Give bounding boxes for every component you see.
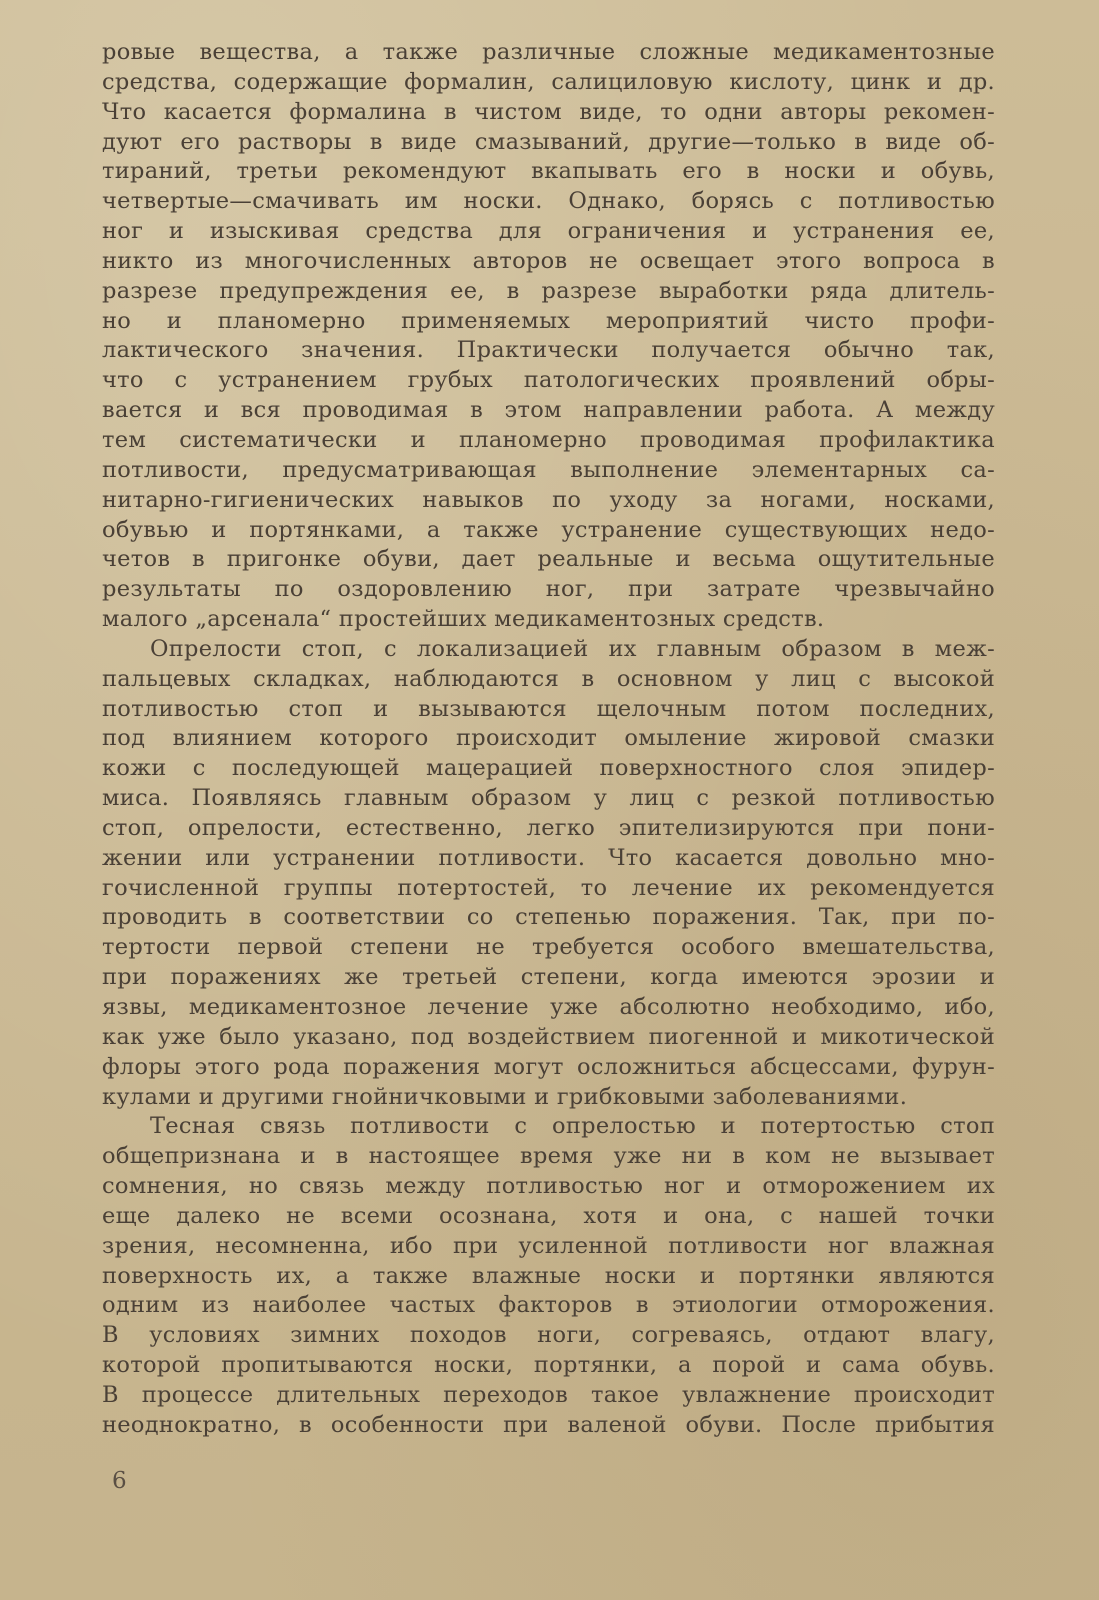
text-line: тем систематически и планомерно проводимая профилактика: [102, 426, 995, 453]
text-line: еще далеко не всеми осознана, хотя и она, с нашей точки: [102, 1202, 995, 1229]
text-line: миса. Появляясь главным образом у лиц с резкой потливостью: [102, 785, 995, 812]
text-line: кожи с последующей мацерацией поверхностного слоя эпидер-: [102, 755, 995, 782]
paragraph-last-line: малого „арсенала“ простейших медикаментозных средств.: [102, 606, 825, 633]
paragraph-first-line: Тесная связь потливости с опрелостью и потертостью стоп: [150, 1113, 995, 1140]
text-line: зрения, несомненна, ибо при усиленной потливости ног влажная: [102, 1232, 995, 1259]
text-line: флоры этого рода поражения могут осложниться абсцессами, фурун-: [102, 1053, 995, 1080]
text-line: четвертые—смачивать им носки. Однако, борясь с потливостью: [102, 188, 995, 215]
text-line: тираний, третьи рекомендуют вкапывать его в носки и обувь,: [102, 158, 995, 185]
text-line: что с устранением грубых патологических проявлений обры-: [102, 367, 995, 394]
body-text: [102, 38, 995, 1441]
text-line: нитарно-гигиенических навыков по уходу за ногами, носками,: [102, 486, 995, 513]
text-line: В процессе длительных переходов такое увлажнение происходит: [102, 1381, 995, 1408]
text-line: обувью и портянками, а также устранение существующих недо-: [102, 516, 995, 543]
paragraph-first-line: Опрелости стоп, с локализацией их главным образом в меж-: [150, 635, 995, 662]
text-line: жении или устранении потливости. Что касается довольно мно-: [102, 844, 995, 871]
text-line: проводить в соответствии со степенью поражения. Так, при по-: [102, 904, 995, 931]
text-line: под влиянием которого происходит омыление жировой смазки: [102, 725, 995, 752]
text-line: средства, содержащие формалин, салициловую кислоту, цинк и др.: [102, 68, 995, 95]
text-line: ног и изыскивая средства для ограничения и устранения ее,: [102, 218, 995, 245]
page-number: 6: [112, 1468, 127, 1494]
text-line: общепризнана и в настоящее время уже ни в ком не вызывает: [102, 1143, 995, 1170]
text-line: никто из многочисленных авторов не освещает этого вопроса в: [102, 247, 995, 274]
text-line: как уже было указано, под воздействием пиогенной и микотической: [102, 1023, 995, 1050]
paragraph-last-line: кулами и другими гнойничковыми и грибковыми заболеваниями.: [102, 1083, 908, 1110]
text-line: сомнения, но связь между потливостью ног и отморожением их: [102, 1173, 995, 1200]
text-line: язвы, медикаментозное лечение уже абсолютно необходимо, ибо,: [102, 994, 995, 1020]
text-line: гочисленной группы потертостей, то лечение их рекомендуется: [102, 874, 995, 901]
text-line: потливости, предусматривающая выполнение элементарных са-: [102, 456, 995, 483]
text-line: ровые вещества, а также различные сложные медикаментозные: [102, 39, 995, 65]
text-line: одним из наиболее частых факторов в этиологии отморожения.: [102, 1292, 995, 1319]
text-line: потливостью стоп и вызываются щелочным потом последних,: [102, 695, 995, 722]
text-line: тертости первой степени не требуется особого вмешательства,: [102, 934, 995, 961]
text-line: разрезе предупреждения ее, в разрезе выработки ряда длитель-: [102, 277, 995, 304]
text-line: вается и вся проводимая в этом направлении работа. А между: [102, 397, 995, 424]
text-line: поверхность их, а также влажные носки и портянки являются: [102, 1262, 995, 1289]
text-line: дуют его растворы в виде смазываний, другие—только в виде об-: [102, 128, 995, 155]
text-line: Что касается формалина в чистом виде, то одни авторы рекомен-: [102, 98, 995, 125]
text-line: результаты по оздоровлению ног, при затрате чрезвычайно: [102, 576, 995, 603]
text-line: стоп, опрелости, естественно, легко эпителизируются при пони-: [102, 814, 995, 841]
text-line: лактического значения. Практически получается обычно так,: [102, 337, 995, 364]
text-line: В условиях зимних походов ноги, согреваясь, отдают влагу,: [102, 1322, 995, 1349]
text-line: четов в пригонке обуви, дает реальные и весьма ощутительные: [102, 546, 995, 573]
text-line: но и планомерно применяемых мероприятий чисто профи-: [102, 307, 995, 334]
text-line: пальцевых складках, наблюдаются в основном у лиц с высокой: [102, 665, 995, 692]
text-line: которой пропитываются носки, портянки, а порой и сама обувь.: [102, 1352, 995, 1379]
text-line: при поражениях же третьей степени, когда имеются эрозии и: [102, 964, 995, 991]
text-line: неоднократно, в особенности при валеной обуви. После прибытия: [102, 1411, 995, 1438]
